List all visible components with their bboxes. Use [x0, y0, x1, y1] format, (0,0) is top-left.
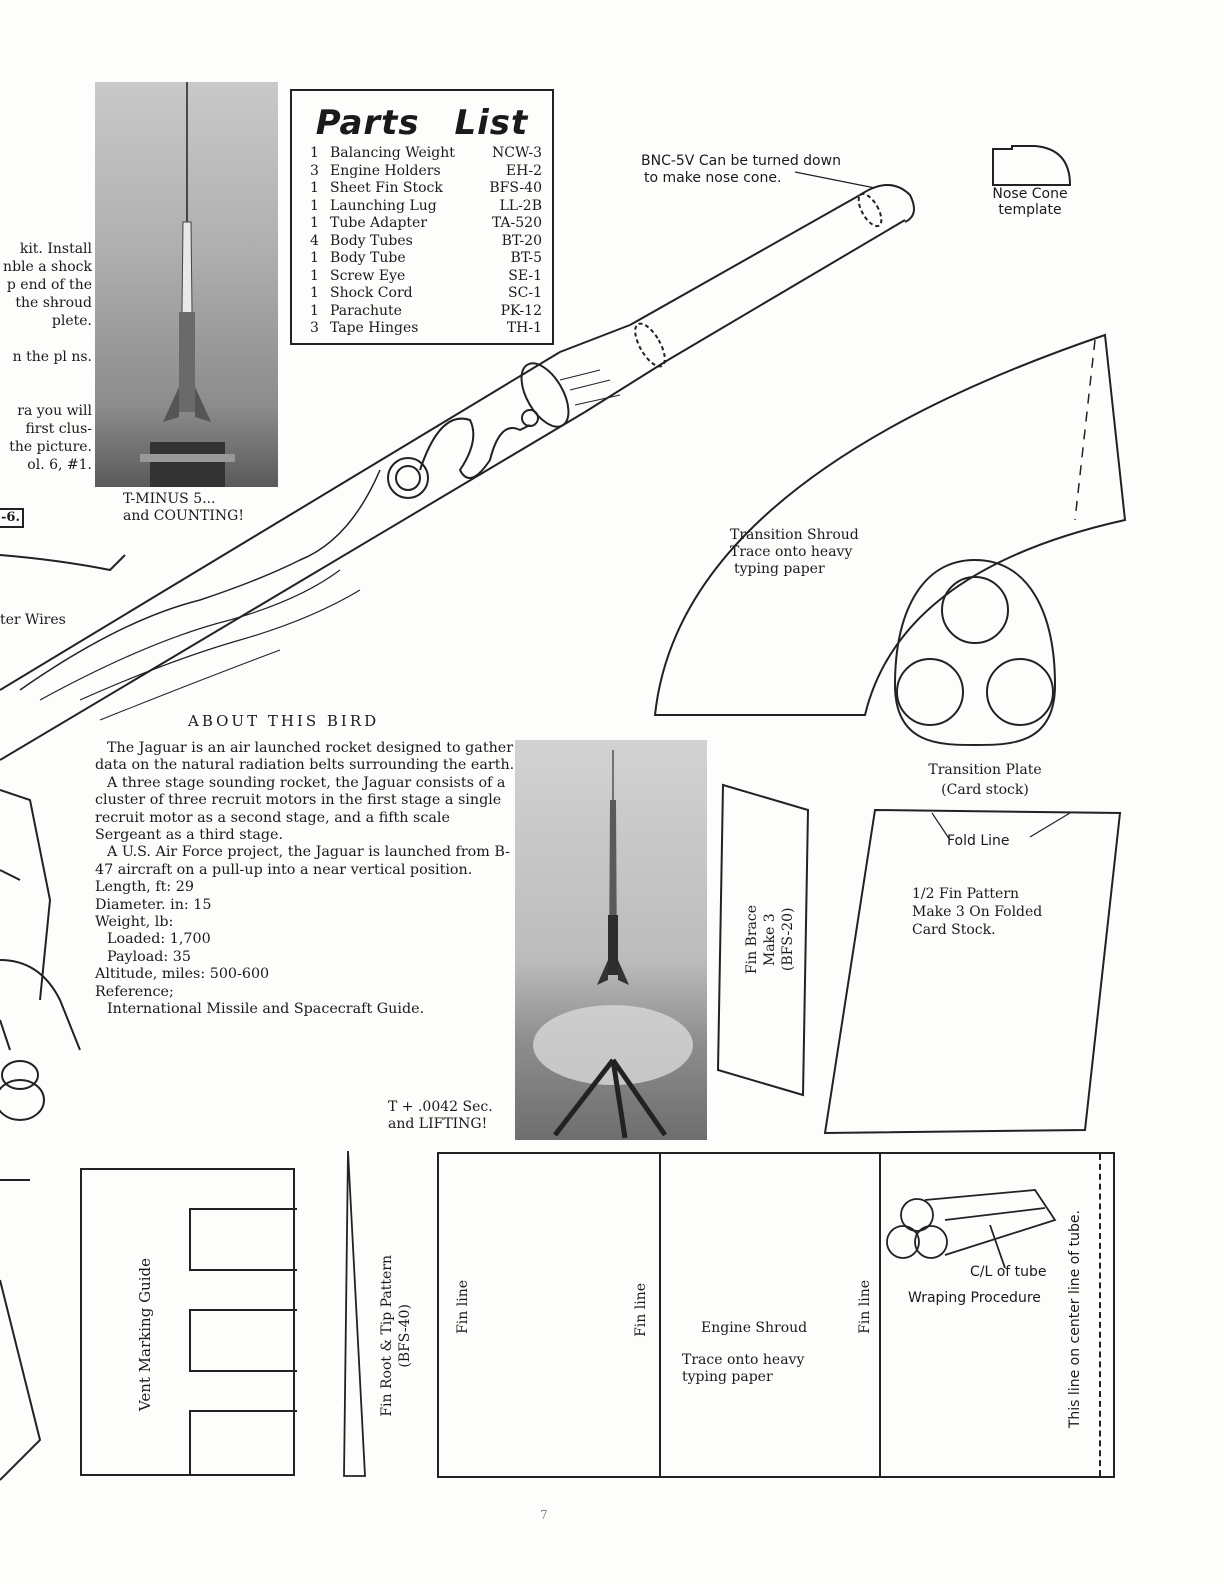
master-wires-label: ter Wires — [0, 612, 66, 628]
fin-line-label: Fin line — [857, 1280, 873, 1334]
label-line: Nose Cone — [992, 186, 1068, 202]
label-line: (BFS-20) — [780, 907, 796, 972]
part-code: BFS-40 — [489, 180, 542, 196]
engine-shroud-subtitle — [682, 1352, 804, 1386]
label-line: Make 3 — [762, 913, 778, 966]
part-qty: 1 — [310, 197, 319, 214]
part-name: Parachute — [330, 302, 402, 319]
vent-slot — [189, 1208, 297, 1271]
spec-line: Payload: 35 — [107, 948, 191, 965]
about-heading: ABOUT THIS BIRD — [188, 712, 380, 730]
spec-line: Reference; — [95, 983, 174, 1000]
nose-cone-template-shape — [990, 143, 1080, 187]
label-line: Make 3 On Folded — [912, 904, 1043, 920]
part-code: TH-1 — [506, 320, 542, 336]
spec-line: Altitude, miles: 500-600 — [95, 966, 270, 983]
transition-shroud-label — [730, 527, 859, 578]
label-line: Trace onto heavy — [730, 544, 853, 560]
spec-line: International Missile and Spacecraft Guide. — [107, 1001, 425, 1018]
vent-slot — [189, 1410, 297, 1476]
note-line: BNC-5V Can be turned down — [641, 153, 841, 169]
left-fragment-line: first clus- — [25, 421, 92, 437]
wrapping-procedure-label: Wraping Procedure — [908, 1290, 1041, 1306]
caption-line: and COUNTING! — [123, 508, 244, 524]
left-fragment-line: nble a shock — [3, 259, 92, 275]
part-qty: 1 — [310, 180, 319, 196]
label-line: Transition Shroud — [730, 527, 859, 543]
vent-guide-label: Vent Marking Guide — [136, 1258, 154, 1412]
parts-list-title: Parts List — [315, 103, 529, 143]
part-code: EH-2 — [505, 162, 542, 179]
label-line: Trace onto heavy — [682, 1352, 805, 1368]
part-name: Screw Eye — [330, 267, 406, 284]
engine-shroud-title: Engine Shroud — [701, 1320, 808, 1336]
caption-line: T + .0042 Sec. — [388, 1099, 493, 1115]
left-fragment-line: the picture. — [9, 439, 92, 455]
label-line: (Card stock) — [941, 782, 1029, 798]
part-code: SC-1 — [508, 285, 542, 301]
part-name: Tube Adapter — [330, 215, 428, 231]
fin-line-label: Fin line — [455, 1280, 471, 1334]
about-paragraph: A U.S. Air Force project, the Jaguar is launched from B-47 aircraft on a pull-up into a near vertical position. — [95, 844, 510, 878]
label-line: typing paper — [682, 1369, 773, 1385]
left-fragment-line: plete. — [51, 313, 92, 329]
part-qty: 3 — [310, 320, 319, 336]
part-qty: 1 — [310, 285, 319, 301]
label-line: (BFS-40) — [397, 1304, 413, 1368]
part-qty: 1 — [310, 250, 319, 266]
part-qty: 4 — [310, 232, 319, 249]
label-line: Fin Root & Tip Pattern — [379, 1255, 395, 1417]
part-name: Balancing Weight — [330, 145, 455, 161]
label-line: template — [998, 202, 1062, 218]
fin-pattern-shape — [820, 805, 1130, 1140]
vent-slot — [189, 1309, 297, 1372]
photo-caption-lifting — [388, 1099, 493, 1133]
part-qty: 3 — [310, 162, 319, 179]
left-fragment-line: the sh̵roud — [15, 295, 92, 311]
part-qty: 1 — [310, 267, 319, 284]
about-paragraph: A three stage sounding rocket, the Jaguar consists of a cluster of three recruit motors in the first stage a single recruit motor as a second stage, and a fifth scale Sergeant as a third stage. — [95, 774, 506, 844]
left-fragment-line: n the pl ns. — [12, 349, 92, 365]
part-code: BT-20 — [501, 232, 542, 249]
fin-pattern-label — [912, 885, 1042, 939]
part-qty: 1 — [310, 215, 319, 231]
label-line: Fin Brace — [744, 905, 760, 975]
spec-line: Loaded: 1,700 — [107, 931, 211, 948]
about-paragraph: The Jaguar is an air launched rocket designed to gather data on the natural radiation belts surrounding the earth. — [95, 740, 515, 774]
caption-line: and LIFTING! — [388, 1116, 488, 1132]
vent-marking-guide — [80, 1168, 295, 1476]
left-fragment-line: ol. 6, #1. — [27, 457, 92, 473]
center-line-note: This line on center line of tube. — [1067, 1210, 1083, 1429]
part-qty: 1 — [310, 145, 319, 161]
spec-line: Weight, lb: — [95, 914, 174, 931]
spec-line: Length, ft: 29 — [95, 879, 194, 896]
left-fragment-line: kit. Install — [19, 241, 92, 257]
divider — [659, 1154, 661, 1476]
label-line: Transition Plate — [928, 762, 1042, 778]
part-name: Launching Lug — [330, 197, 437, 214]
launch-photo-lifting — [515, 740, 707, 1140]
nose-cone-template-label — [975, 186, 1085, 218]
part-name: Body Tube — [330, 250, 406, 266]
fold-line-label: Fold Line — [947, 833, 1010, 849]
fin-root-label — [378, 1255, 414, 1417]
note-line: to make nose cone. — [644, 170, 782, 186]
left-fragment-line: ra you will — [17, 403, 92, 419]
part-code: BT-5 — [510, 250, 542, 266]
center-line-dashed — [1099, 1154, 1101, 1476]
cl-of-tube-label: C/L of tube — [970, 1264, 1047, 1280]
part-code: NCW-3 — [492, 145, 542, 161]
part-name: Shock Cord — [330, 285, 413, 301]
part-code: PK-12 — [500, 302, 542, 319]
left-box-label: -6. — [0, 508, 24, 528]
label-line: 1/2 Fin Pattern — [912, 886, 1020, 902]
fin-line-label: Fin line — [633, 1283, 649, 1337]
part-code: TA-520 — [491, 215, 542, 231]
part-qty: 1 — [310, 302, 319, 319]
nose-cone-note — [641, 153, 841, 187]
part-code: LL-2B — [499, 197, 542, 214]
transition-plate-pattern — [890, 555, 1060, 755]
label-line: Card Stock. — [912, 922, 996, 938]
caption-line: T-MINUS 5... — [123, 491, 216, 507]
part-name: Sheet Fin Stock — [330, 180, 443, 196]
launch-photo-rocket — [515, 740, 707, 1140]
part-code: SE-1 — [508, 267, 542, 284]
divider — [879, 1154, 881, 1476]
spec-line: Diameter. in: 15 — [95, 896, 212, 913]
about-text — [95, 740, 515, 1019]
part-name: Engine Holders — [330, 162, 441, 179]
part-name: Tape Hinges — [330, 320, 419, 336]
label-line: typing paper — [734, 561, 825, 577]
fin-brace-label — [743, 905, 797, 974]
page-number: 7 — [540, 1508, 548, 1522]
part-name: Body Tubes — [330, 232, 413, 249]
left-fragment-line: p end of the — [6, 277, 92, 293]
transition-plate-label — [920, 760, 1050, 800]
fin-root-pattern — [340, 1148, 370, 1480]
